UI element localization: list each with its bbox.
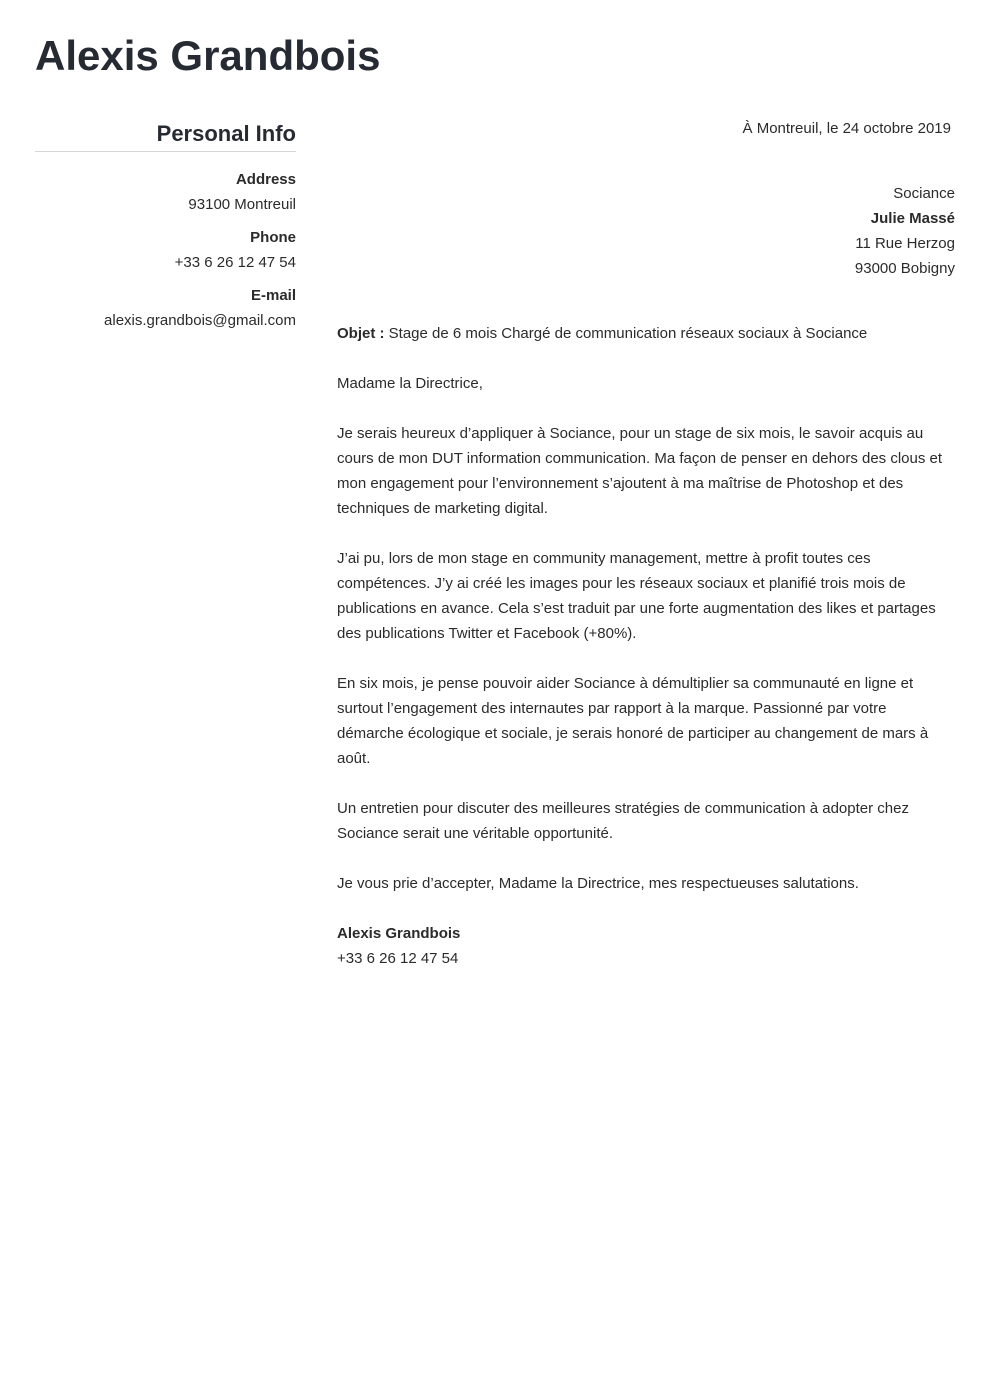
phone-label: Phone: [250, 229, 296, 246]
address-block: [35, 167, 296, 217]
recipient-street: 11 Rue Herzog: [855, 235, 955, 252]
personal-info-heading: Personal Info: [35, 118, 296, 152]
recipient-person: Julie Massé: [870, 210, 955, 227]
email-block: [35, 283, 296, 333]
recipient-address: [337, 181, 955, 281]
signature-phone: +33 6 26 12 47 54: [337, 950, 459, 967]
signature-name: Alexis Grandbois: [337, 925, 461, 942]
paragraph-contribution: En six mois, je pense pouvoir aider Sociance à démultiplier sa communauté en ligne et surtout l’engagement des internautes par rapport à la marque. Passionné par votre démarche écologique et sociale, je serais honoré de participer au changement de mars à août.: [337, 675, 929, 767]
recipient-company: Sociance: [893, 185, 955, 202]
applicant-name: Alexis Grandbois: [35, 32, 381, 79]
paragraph-experience: J’ai pu, lors de mon stage en community management, mettre à profit toutes ces compétences. J’y ai créé les images pour les réseaux sociaux et planifié trois mois de publications en avance. Cela s’est traduit par une forte augmentation des likes et partages des publications Twitter et Facebook (+80%).: [337, 550, 936, 642]
letter-date: À Montreuil, le 24 octobre 2019: [742, 120, 951, 137]
letter-body: [337, 116, 955, 971]
phone-value: +33 6 26 12 47 54: [174, 254, 296, 271]
subject-label: Objet :: [337, 325, 385, 342]
subject-text: Stage de 6 mois Chargé de communication réseaux sociaux à Sociance: [384, 325, 868, 342]
address-label: Address: [235, 171, 296, 188]
salutation: Madame la Directrice,: [337, 375, 483, 392]
address-value: 93100 Montreuil: [188, 196, 296, 213]
phone-block: [35, 225, 296, 275]
email-label: E-mail: [250, 287, 296, 304]
signature-block: [337, 921, 955, 971]
email-value: alexis.grandbois@gmail.com: [104, 312, 296, 329]
paragraph-intro: Je serais heureux d’appliquer à Sociance, pour un stage de six mois, le savoir acquis au cours de mon DUT information communication. Ma façon de penser en dehors des clous et mon engagement pour l’environnement s’ajoutent à ma maîtrise de Photoshop et des techniques de marketing digital.: [337, 425, 943, 517]
recipient-city: 93000 Bobigny: [854, 260, 955, 277]
paragraph-interview: Un entretien pour discuter des meilleures stratégies de communication à adopter chez Sociance serait une véritable opportunité.: [337, 800, 909, 842]
paragraph-closing: Je vous prie d’accepter, Madame la Directrice, mes respectueuses salutations.: [337, 875, 859, 892]
letter-subject: [337, 321, 955, 346]
personal-info-sidebar: [35, 118, 296, 341]
